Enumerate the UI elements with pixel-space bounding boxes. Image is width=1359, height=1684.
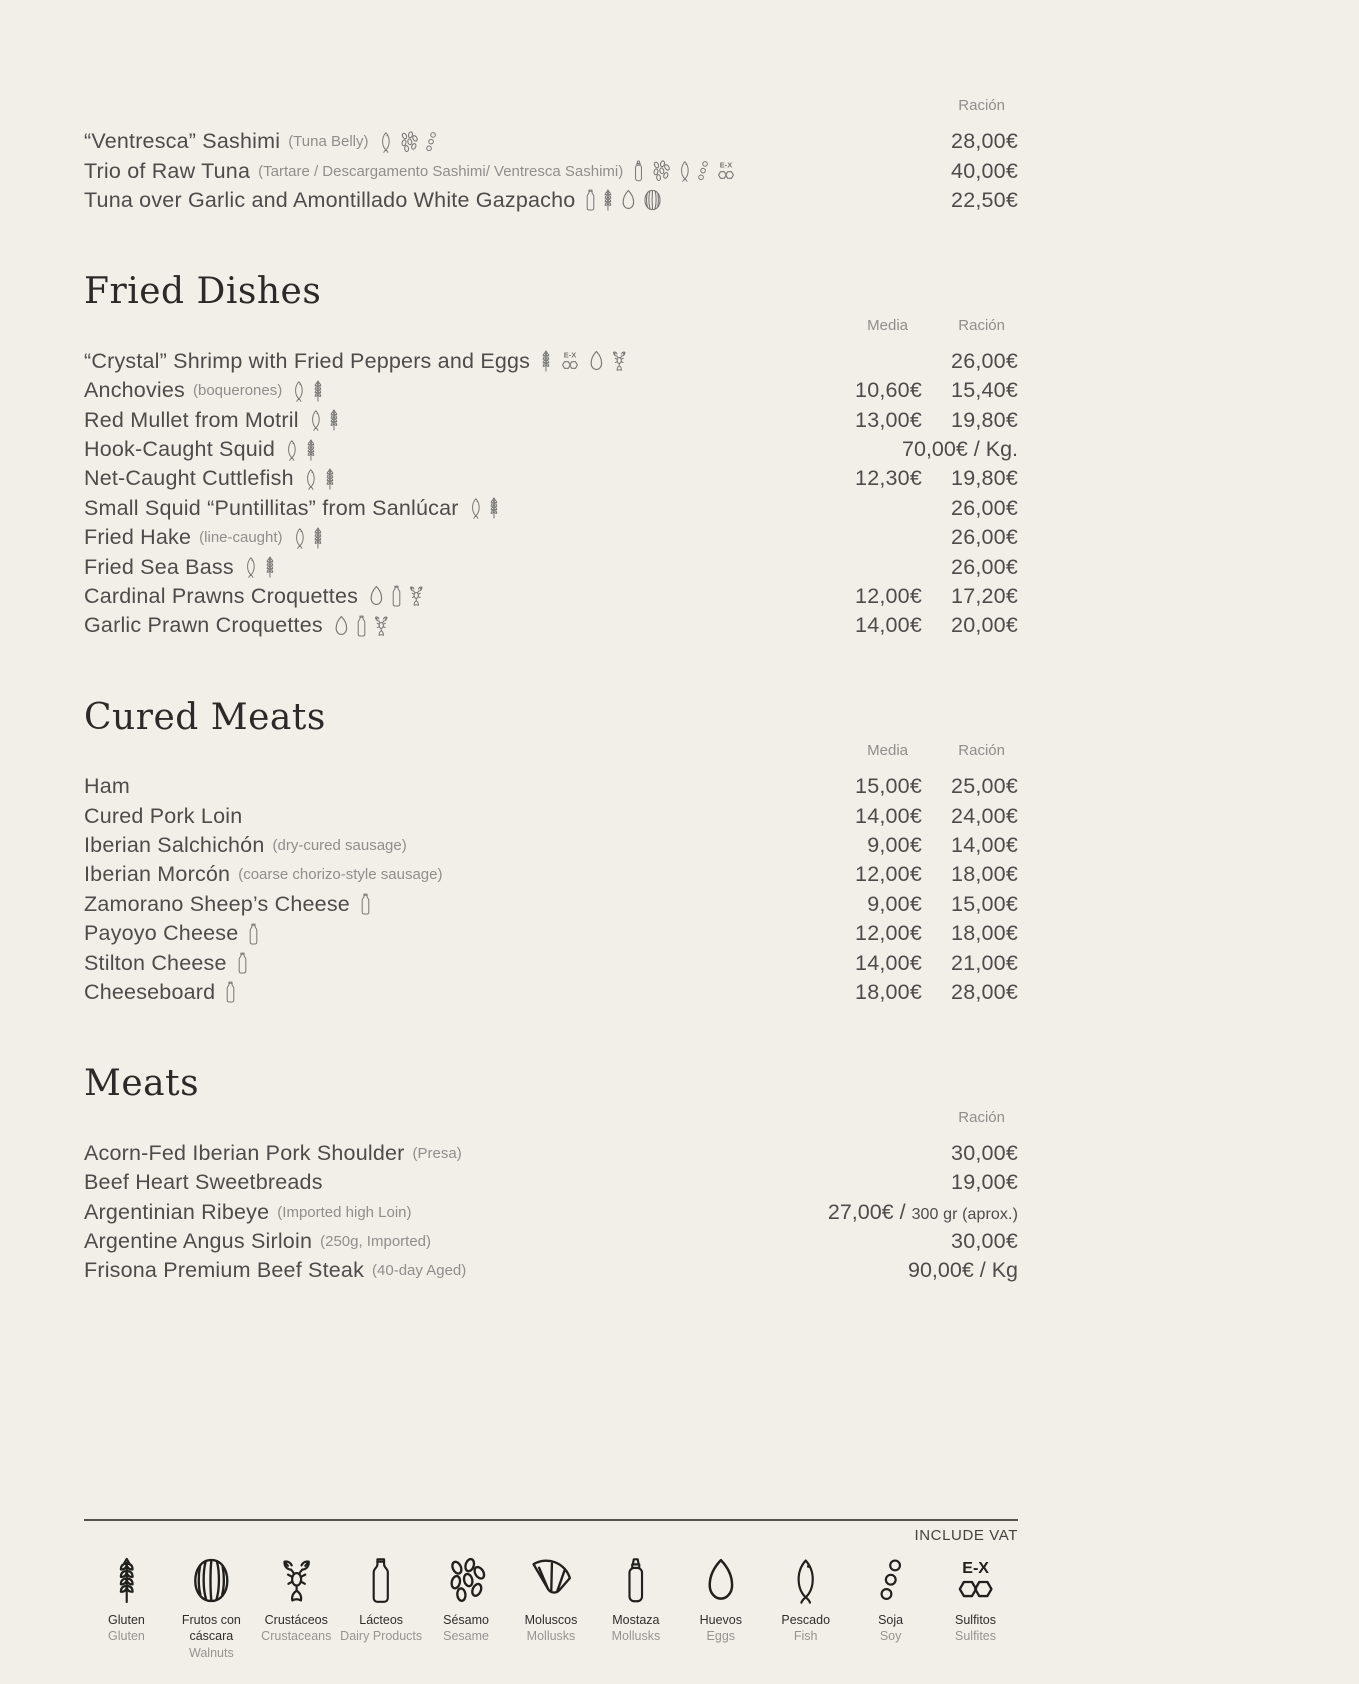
fish-icon [309,409,323,431]
gluten-icon [328,409,340,431]
mustard-icon [633,160,644,182]
allergen-label-en: Sulfites [955,1629,997,1644]
menu-item-row [84,890,1018,919]
gluten-icon [602,189,614,211]
allergen-label-es: Sulfitos [955,1613,997,1627]
menu-item-name: Frisona Premium Beef Steak [84,1258,365,1283]
menu-content [84,0,1018,1286]
menu-item-name: “Crystal” Shrimp with Fried Peppers and Eggs [84,348,531,373]
menu-item [84,1229,822,1254]
price-media: 14,00€ [855,613,922,638]
allergen-legend [84,1552,1018,1661]
menu-item-row [84,552,1018,581]
menu-item-name: Red Mullet from Motril [84,407,299,432]
price-media: 15,00€ [855,774,922,799]
price-racion: 25,00€ [951,774,1018,799]
dairy-icon [237,952,248,974]
allergen-icons [540,350,627,372]
menu-item-name: Trio of Raw Tuna [84,158,251,183]
mollusk-icon [525,1552,576,1604]
soy-icon [698,160,708,182]
allergen-icons [285,439,317,461]
price-racion: 24,00€ [951,803,1018,828]
allergen-label-es: Pescado [781,1613,831,1627]
allergen-icons [304,468,336,490]
allergen-label-en: Eggs [706,1629,736,1644]
menu-rows [84,347,1018,641]
menu-item-row [84,376,1018,405]
menu-item [84,496,822,521]
menu-item [84,774,822,799]
price-racion: 26,00€ [951,348,1018,373]
menu-item [84,466,822,491]
fish-icon [293,527,307,549]
sesame-icon [398,131,420,153]
vat-note: INCLUDE VAT [914,1527,1018,1544]
allergen-icons [333,615,389,637]
allergen-icons [292,380,324,402]
dairy-icon [225,981,236,1003]
price-racion: 15,40€ [951,378,1018,403]
allergen-label-es: Gluten [108,1613,145,1627]
section-title: Cured Meats [84,696,326,738]
menu-item-name: Small Squid “Puntillitas” from Sanlúcar [84,495,459,520]
menu-item-note: (line-caught) [199,529,283,547]
price-media: 18,00€ [855,979,922,1004]
menu-item [84,129,822,154]
menu-item-name: Garlic Prawn Croquettes [84,613,323,638]
menu-item-row [84,772,1018,801]
fish-icon [292,380,306,402]
gluten-icon [540,350,552,372]
price-racion: 15,00€ [951,891,1018,916]
fish-icon [304,468,318,490]
menu-item-name: Tuna over Garlic and Amontillado White Gazpacho [84,187,576,212]
menu-item-name: Argentinian Ribeye [84,1199,270,1224]
allergen-label-en: Crustaceans [261,1629,332,1644]
menu-item-row [84,435,1018,464]
price-span: 27,00€ / 300 gr (aprox.) [827,1199,1018,1224]
allergen-label-en: Mollusks [611,1629,661,1644]
menu-item-row [84,860,1018,889]
menu-section [84,697,1018,1008]
menu-item-row [84,186,1018,215]
price-racion: 18,00€ [951,862,1018,887]
menu-item-name: Acorn-Fed Iberian Pork Shoulder [84,1140,405,1165]
menu-item [84,378,822,403]
egg-icon [703,1552,739,1604]
allergen-label-en: Fish [793,1629,818,1644]
menu-item-row [84,464,1018,493]
allergen-legend-item [254,1552,339,1645]
menu-item-name: Payoyo Cheese [84,921,239,946]
menu-item-note: (Tuna Belly) [288,133,369,151]
menu-item-name: “Ventresca” Sashimi [84,129,281,154]
menu-item-name: Cured Pork Loin [84,803,243,828]
menu-item-row [84,582,1018,611]
menu-footer [84,1519,1018,1661]
price-racion: 40,00€ [951,158,1018,183]
menu-item-name: Anchovies [84,378,185,403]
allergen-label-en: Gluten [108,1629,145,1644]
column-header-media [822,1108,922,1127]
price-span: 90,00€ / Kg [908,1258,1018,1283]
menu-item-row [84,919,1018,948]
price-media: 12,00€ [855,921,922,946]
menu-item [84,1258,822,1283]
gluten-icon [312,380,324,402]
dairy-icon [356,615,367,637]
allergen-legend-item [509,1552,594,1645]
sulfites-icon [714,160,738,182]
allergen-legend-item [169,1552,254,1661]
price-media: 12,30€ [855,466,922,491]
fish-icon [678,160,692,182]
allergen-label-es: Sésamo [443,1613,489,1627]
price-media: 14,00€ [855,950,922,975]
price-racion: 28,00€ [951,129,1018,154]
allergen-label-es: Moluscos [524,1613,578,1627]
egg-icon [620,189,637,211]
price-racion: 30,00€ [951,1228,1018,1253]
sulfites-icon [950,1552,1001,1604]
allergen-icons [225,981,236,1003]
column-header-spacer [84,741,822,760]
column-header-spacer [84,1108,822,1127]
allergen-icons [585,189,662,211]
sulfites-icon [558,350,582,372]
menu-item-name: Iberian Morcón [84,862,231,887]
price-media: 12,00€ [855,583,922,608]
menu-item-row [84,1256,1018,1285]
column-headers [84,96,1018,115]
walnut-icon [191,1552,232,1604]
allergen-icons [368,585,424,607]
crustacean-icon [611,350,628,372]
price-racion: 14,00€ [951,832,1018,857]
allergen-label-es: Soja [878,1613,904,1627]
dairy-icon [585,189,596,211]
svg-text:E-X: E-X [962,1558,989,1577]
menu-item-row [84,347,1018,376]
allergen-label-en: Walnuts [189,1645,234,1660]
price-racion: 19,00€ [951,1170,1018,1195]
menu-item-note: (40-day Aged) [372,1262,467,1280]
menu-item [84,437,822,462]
menu-item-row [84,1197,1018,1226]
column-headers [84,316,1018,335]
price-media: 9,00€ [867,832,922,857]
price-media: 13,00€ [855,407,922,432]
price-racion: 21,00€ [951,950,1018,975]
fish-icon [379,131,393,153]
price-racion: 19,80€ [951,466,1018,491]
menu-item-name: Fried Hake [84,525,192,550]
menu-item-name: Cheeseboard [84,979,216,1004]
allergen-icons [293,527,325,549]
menu-item-name: Fried Sea Bass [84,554,234,579]
menu-item [84,892,822,917]
menu-item [84,584,822,609]
menu-item-name: Iberian Salchichón [84,832,265,857]
menu-item [84,555,822,580]
allergen-label-es: Huevos [699,1613,742,1627]
crustacean-icon [279,1552,314,1604]
menu-item-name: Hook-Caught Squid [84,437,276,461]
menu-item-note: (Imported high Loin) [277,1203,412,1221]
menu-item-name: Stilton Cheese [84,950,227,975]
gluten-icon [305,439,317,461]
allergen-icons [244,556,276,578]
dairy-icon [360,893,371,915]
allergen-icons [248,923,259,945]
menu-item-row [84,494,1018,523]
column-headers [84,741,1018,760]
allergen-legend-item [593,1552,678,1645]
menu-item [84,980,822,1005]
menu-item-row [84,948,1018,977]
menu-item-note: (250g, Imported) [320,1232,431,1250]
menu-item-row [84,801,1018,830]
price-racion: 20,00€ [951,613,1018,638]
soy-icon [880,1552,902,1604]
menu-item-row [84,1168,1018,1197]
column-header-media: Media [867,316,908,334]
menu-item-row [84,127,1018,156]
menu-item-note: (Tartare / Descargamento Sashimi/ Ventresca Sashimi) [258,162,624,180]
gluten-icon [488,497,500,519]
menu-item [84,349,822,374]
fish-icon [285,439,299,461]
price-racion: 17,20€ [951,583,1018,608]
column-header-spacer [84,96,822,115]
allergen-legend-item [424,1552,509,1645]
menu-item-name: Argentine Angus Sirloin [84,1228,313,1253]
price-span: 70,00€ / Kg. [902,437,1018,461]
allergen-icons [469,497,501,519]
menu-section [84,271,1018,640]
menu-item [84,159,822,184]
menu-rows [84,1139,1018,1286]
allergen-icons [379,131,437,153]
dairy-icon [248,923,259,945]
price-racion: 30,00€ [951,1140,1018,1165]
allergen-legend-item [848,1552,933,1645]
dairy-icon [369,1552,393,1604]
column-header-spacer [84,316,822,335]
menu-item-row [84,405,1018,434]
walnut-icon [643,189,662,211]
column-header-racion: Ración [958,316,1005,334]
allergen-label-en: Sesame [443,1629,489,1644]
menu-item-row [84,978,1018,1007]
menu-item-note: (boquerones) [193,382,283,400]
gluten-icon [324,468,336,490]
menu-item-name: Zamorano Sheep’s Cheese [84,891,350,916]
svg-text:E-X: E-X [719,160,733,170]
allergen-label-es: Crustáceos [264,1613,328,1627]
gluten-icon [264,556,276,578]
menu-item [84,862,822,887]
allergen-label-en: Dairy Products [340,1629,423,1644]
allergen-icons [360,893,371,915]
menu-item-note: (Presa) [412,1144,462,1162]
crustacean-icon [408,585,425,607]
menu-item-note: (dry-cured sausage) [272,836,407,854]
column-header-media [822,96,922,115]
menu-item [84,1141,822,1166]
sesame-icon [443,1552,490,1604]
column-header-media: Media [867,742,908,760]
allergen-legend-item [933,1552,1018,1645]
allergen-icons [237,952,248,974]
fish-icon [469,497,483,519]
menu-item-note: (coarse chorizo-style sausage) [238,866,443,884]
price-media: 14,00€ [855,803,922,828]
allergen-legend-item [678,1552,763,1645]
column-header-racion: Ración [958,742,1005,760]
menu-item-row [84,523,1018,552]
egg-icon [333,615,350,637]
menu-item [84,1170,822,1195]
menu-item-row [84,611,1018,640]
column-headers [84,1108,1018,1127]
fish-icon [244,556,258,578]
menu-item-name: Beef Heart Sweetbreads [84,1170,323,1195]
menu-item-name: Cardinal Prawns Croquettes [84,583,359,608]
price-media: 9,00€ [867,891,922,916]
allergen-icons [309,409,341,431]
price-media: 12,00€ [855,862,922,887]
allergen-label-es: Frutos con cáscara [181,1613,241,1644]
menu-item-name: Ham [84,774,130,799]
menu-item-row [84,831,1018,860]
gluten-icon [312,527,324,549]
menu-item [84,833,822,858]
menu-rows [84,772,1018,1007]
menu-item [84,951,822,976]
fish-icon [791,1552,820,1604]
menu-rows [84,127,1018,215]
column-header-racion: Ración [958,97,1005,114]
sesame-icon [650,160,672,182]
menu-item [84,921,822,946]
menu-item-row [84,156,1018,185]
price-racion: 22,50€ [951,187,1018,212]
menu-section [84,1063,1018,1285]
allergen-label-en: Mollusks [526,1629,576,1644]
crustacean-icon [373,615,390,637]
mustard-icon [624,1552,648,1604]
egg-icon [368,585,385,607]
menu-item-row [84,1139,1018,1168]
menu-item [84,1200,822,1225]
allergen-label-en: Soy [879,1629,902,1644]
price-racion: 26,00€ [951,495,1018,520]
allergen-label-es: Mostaza [612,1613,660,1627]
menu-item [84,613,822,638]
egg-icon [588,350,605,372]
menu-item [84,525,822,550]
gluten-icon [114,1552,139,1604]
price-racion: 26,00€ [951,525,1018,550]
price-racion: 26,00€ [951,554,1018,579]
menu-item-name: Net-Caught Cuttlefish [84,466,294,491]
price-racion: 18,00€ [951,921,1018,946]
footer-divider [84,1519,1018,1521]
menu-section [84,96,1018,215]
allergen-legend-item [339,1552,424,1645]
menu-item-row [84,1227,1018,1256]
column-header-racion: Ración [958,1108,1005,1126]
price-racion: 28,00€ [951,979,1018,1004]
allergen-label-es: Lácteos [359,1613,404,1627]
section-title: Fried Dishes [84,271,322,313]
menu-item [84,408,822,433]
section-title: Meats [84,1063,200,1105]
menu-item [84,804,822,829]
price-racion: 19,80€ [951,407,1018,432]
allergen-legend-item [84,1552,169,1645]
price-media: 10,60€ [855,378,922,403]
allergen-icons [633,160,738,182]
svg-text:E-X: E-X [563,350,577,360]
menu-item [84,188,822,213]
soy-icon [426,131,436,153]
dairy-icon [391,585,402,607]
allergen-legend-item [763,1552,848,1645]
